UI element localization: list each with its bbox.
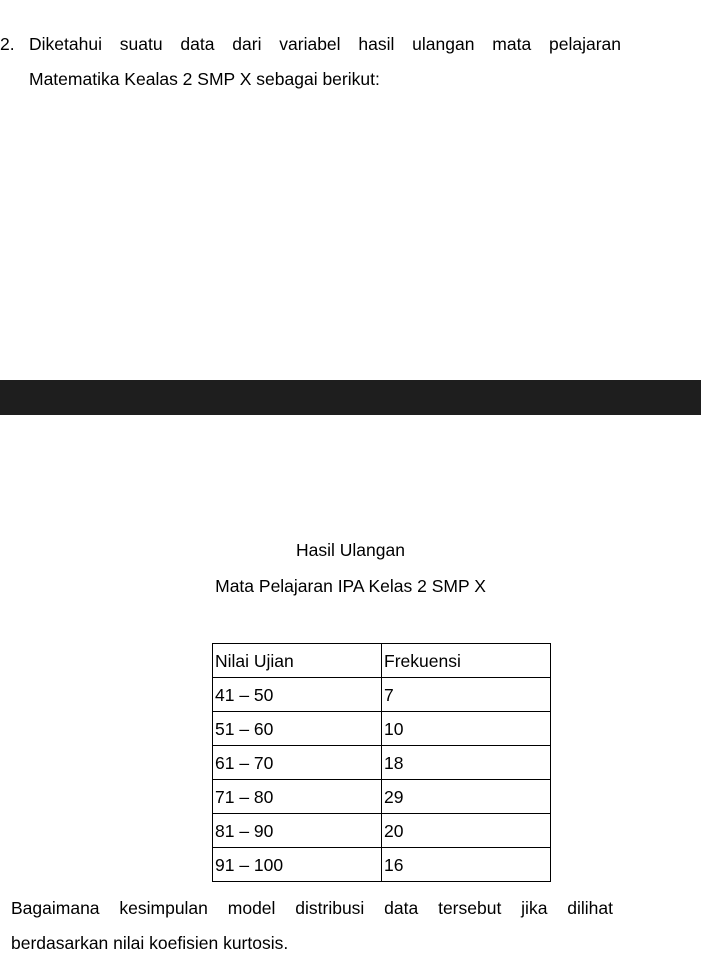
table-subtitle: Mata Pelajaran IPA Kelas 2 SMP X (215, 576, 486, 596)
black-band (0, 380, 701, 415)
closing-question-line-2: berdasarkan nilai koefisien kurtosis. (11, 933, 289, 953)
header-frekuensi: Frekuensi (382, 644, 551, 678)
cell-nilai: 41 – 50 (213, 678, 382, 712)
cell-frekuensi: 20 (382, 814, 551, 848)
cell-nilai: 71 – 80 (213, 780, 382, 814)
table-row (213, 780, 551, 814)
table-row (213, 712, 551, 746)
header-nilai-ujian: Nilai Ujian (213, 644, 382, 678)
cell-frekuensi: 29 (382, 780, 551, 814)
cell-nilai: 61 – 70 (213, 746, 382, 780)
table-row (213, 678, 551, 712)
cell-nilai: 81 – 90 (213, 814, 382, 848)
cell-nilai: 51 – 60 (213, 712, 382, 746)
cell-frekuensi: 10 (382, 712, 551, 746)
cell-nilai: 91 – 100 (213, 848, 382, 882)
question-text-line-1: Diketahui suatu data dari variabel hasil ulangan mata pelajaran (29, 34, 621, 54)
table-title: Hasil Ulangan (296, 540, 405, 560)
cell-frekuensi: 7 (382, 678, 551, 712)
table-row (213, 814, 551, 848)
closing-question-line-1: Bagaimana kesimpulan model distribusi data tersebut jika dilihat (11, 898, 613, 918)
question-number: 2. (0, 34, 15, 54)
frequency-table (212, 643, 551, 882)
table-header-row (213, 644, 551, 678)
question-text-line-2: Matematika Kealas 2 SMP X sebagai berikut: (29, 69, 380, 89)
cell-frekuensi: 18 (382, 746, 551, 780)
cell-frekuensi: 16 (382, 848, 551, 882)
table-row (213, 848, 551, 882)
table-row (213, 746, 551, 780)
